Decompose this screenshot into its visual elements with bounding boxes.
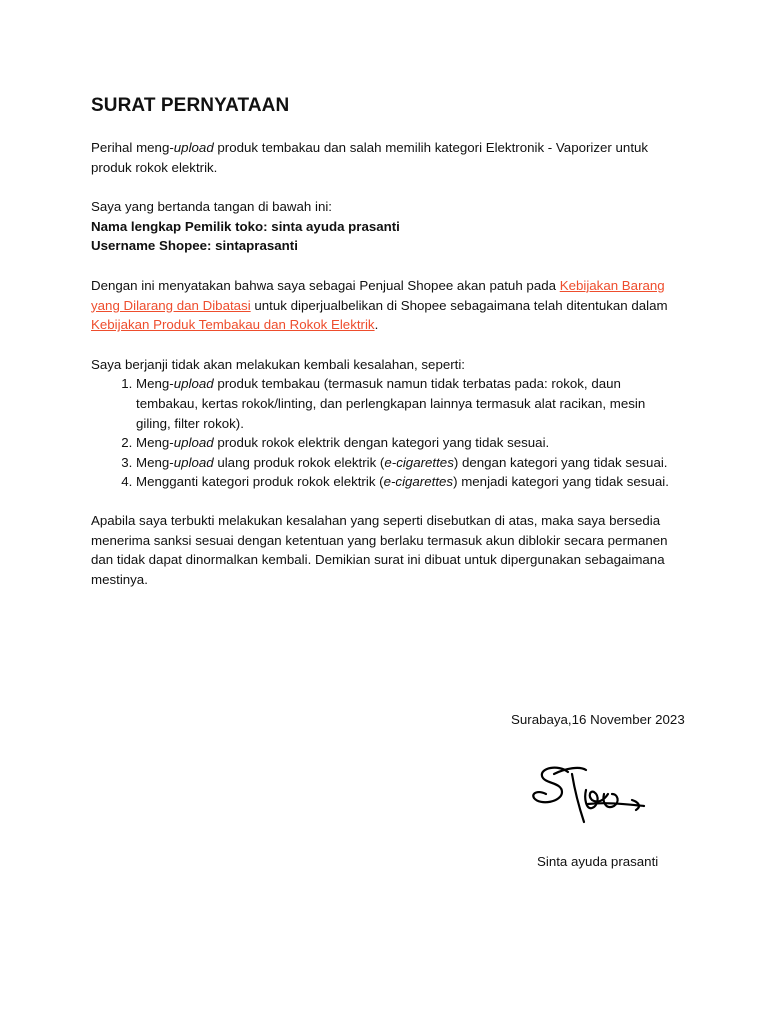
policy-link-tobacco-products[interactable]: Kebijakan Produk Tembakau dan Rokok Elektrik: [91, 317, 375, 333]
subject-paragraph: [91, 138, 681, 177]
list-item-italic: upload: [173, 435, 214, 451]
intro-line: Saya yang bertanda tangan di bawah ini:: [91, 199, 332, 215]
list-item-italic: upload: [173, 454, 214, 470]
list-item-text: produk tembakau (termasuk namun tidak terbatas pada: rokok, daun tembakau, kertas rokok/linting, dan perlengkapan lainnya termasuk alat racikan, mesin giling, filter rokok).: [136, 376, 646, 431]
list-item: [136, 374, 681, 433]
place-date: Surabaya,16 November 2023: [511, 712, 685, 727]
list-item-text: Meng-: [136, 435, 174, 451]
list-item-text: ) menjadi kategori yang tidak sesuai.: [453, 474, 669, 490]
list-item-italic: e-cigarettes: [383, 474, 454, 490]
agreement-paragraph: [91, 276, 681, 335]
username-line: Username Shopee: sintaprasanti: [91, 238, 298, 254]
subject-text-start: Perihal meng-: [91, 140, 174, 155]
list-item-text: ) dengan kategori yang tidak sesuai.: [453, 454, 668, 470]
signer-name: Sinta ayuda prasanti: [537, 854, 659, 869]
list-item: [136, 453, 681, 473]
closing-paragraph: Apabila saya terbukti melakukan kesalahan yang seperti disebutkan di atas, maka saya bersedia menerima sanksi sesuai dengan ketentuan yang berlaku termasuk akun diblokir secara permanen dan tidak dapat dinormalkan kembali. Demikian surat ini dibuat untuk dipergunakan sebagaimana mestinya.: [91, 512, 668, 587]
agreement-text-1: Dengan ini menyatakan bahwa saya sebagai Penjual Shopee akan patuh pada: [91, 277, 560, 293]
list-item-text: Meng-: [136, 454, 174, 470]
list-item-text: Meng-: [136, 376, 174, 392]
subject-text-end: produk tembakau dan salah memilih kategori Elektronik - Vaporizer untuk produk rokok elektrik.: [91, 140, 649, 175]
list-item-italic: e-cigarettes: [384, 454, 454, 470]
agreement-text-3: .: [374, 317, 379, 333]
list-item-text: Mengganti kategori produk rokok elektrik (: [136, 474, 384, 490]
list-item: [136, 472, 681, 492]
document-title: SURAT PERNYATAAN: [91, 95, 290, 116]
owner-name-line: Nama lengkap Pemilik toko: sinta ayuda prasanti: [91, 218, 400, 234]
policy-link-prohibited-items[interactable]: Kebijakan Barang yang Dilarang dan Dibatasi: [91, 277, 665, 313]
list-item-text: produk rokok elektrik dengan kategori yang tidak sesuai.: [213, 435, 550, 451]
document-body: [91, 94, 681, 589]
list-item-text: ulang produk rokok elektrik (: [213, 454, 385, 470]
promise-list: [91, 374, 681, 492]
list-item: [136, 433, 681, 453]
list-item-italic: upload: [173, 376, 214, 392]
agreement-text-2: untuk diperjualbelikan di Shopee sebagaimana telah ditentukan dalam: [250, 297, 668, 313]
promise-intro: Saya berjanji tidak akan melakukan kembali kesalahan, seperti:: [91, 356, 466, 372]
signature-icon: [528, 760, 648, 830]
subject-text-italic: upload: [173, 140, 214, 155]
